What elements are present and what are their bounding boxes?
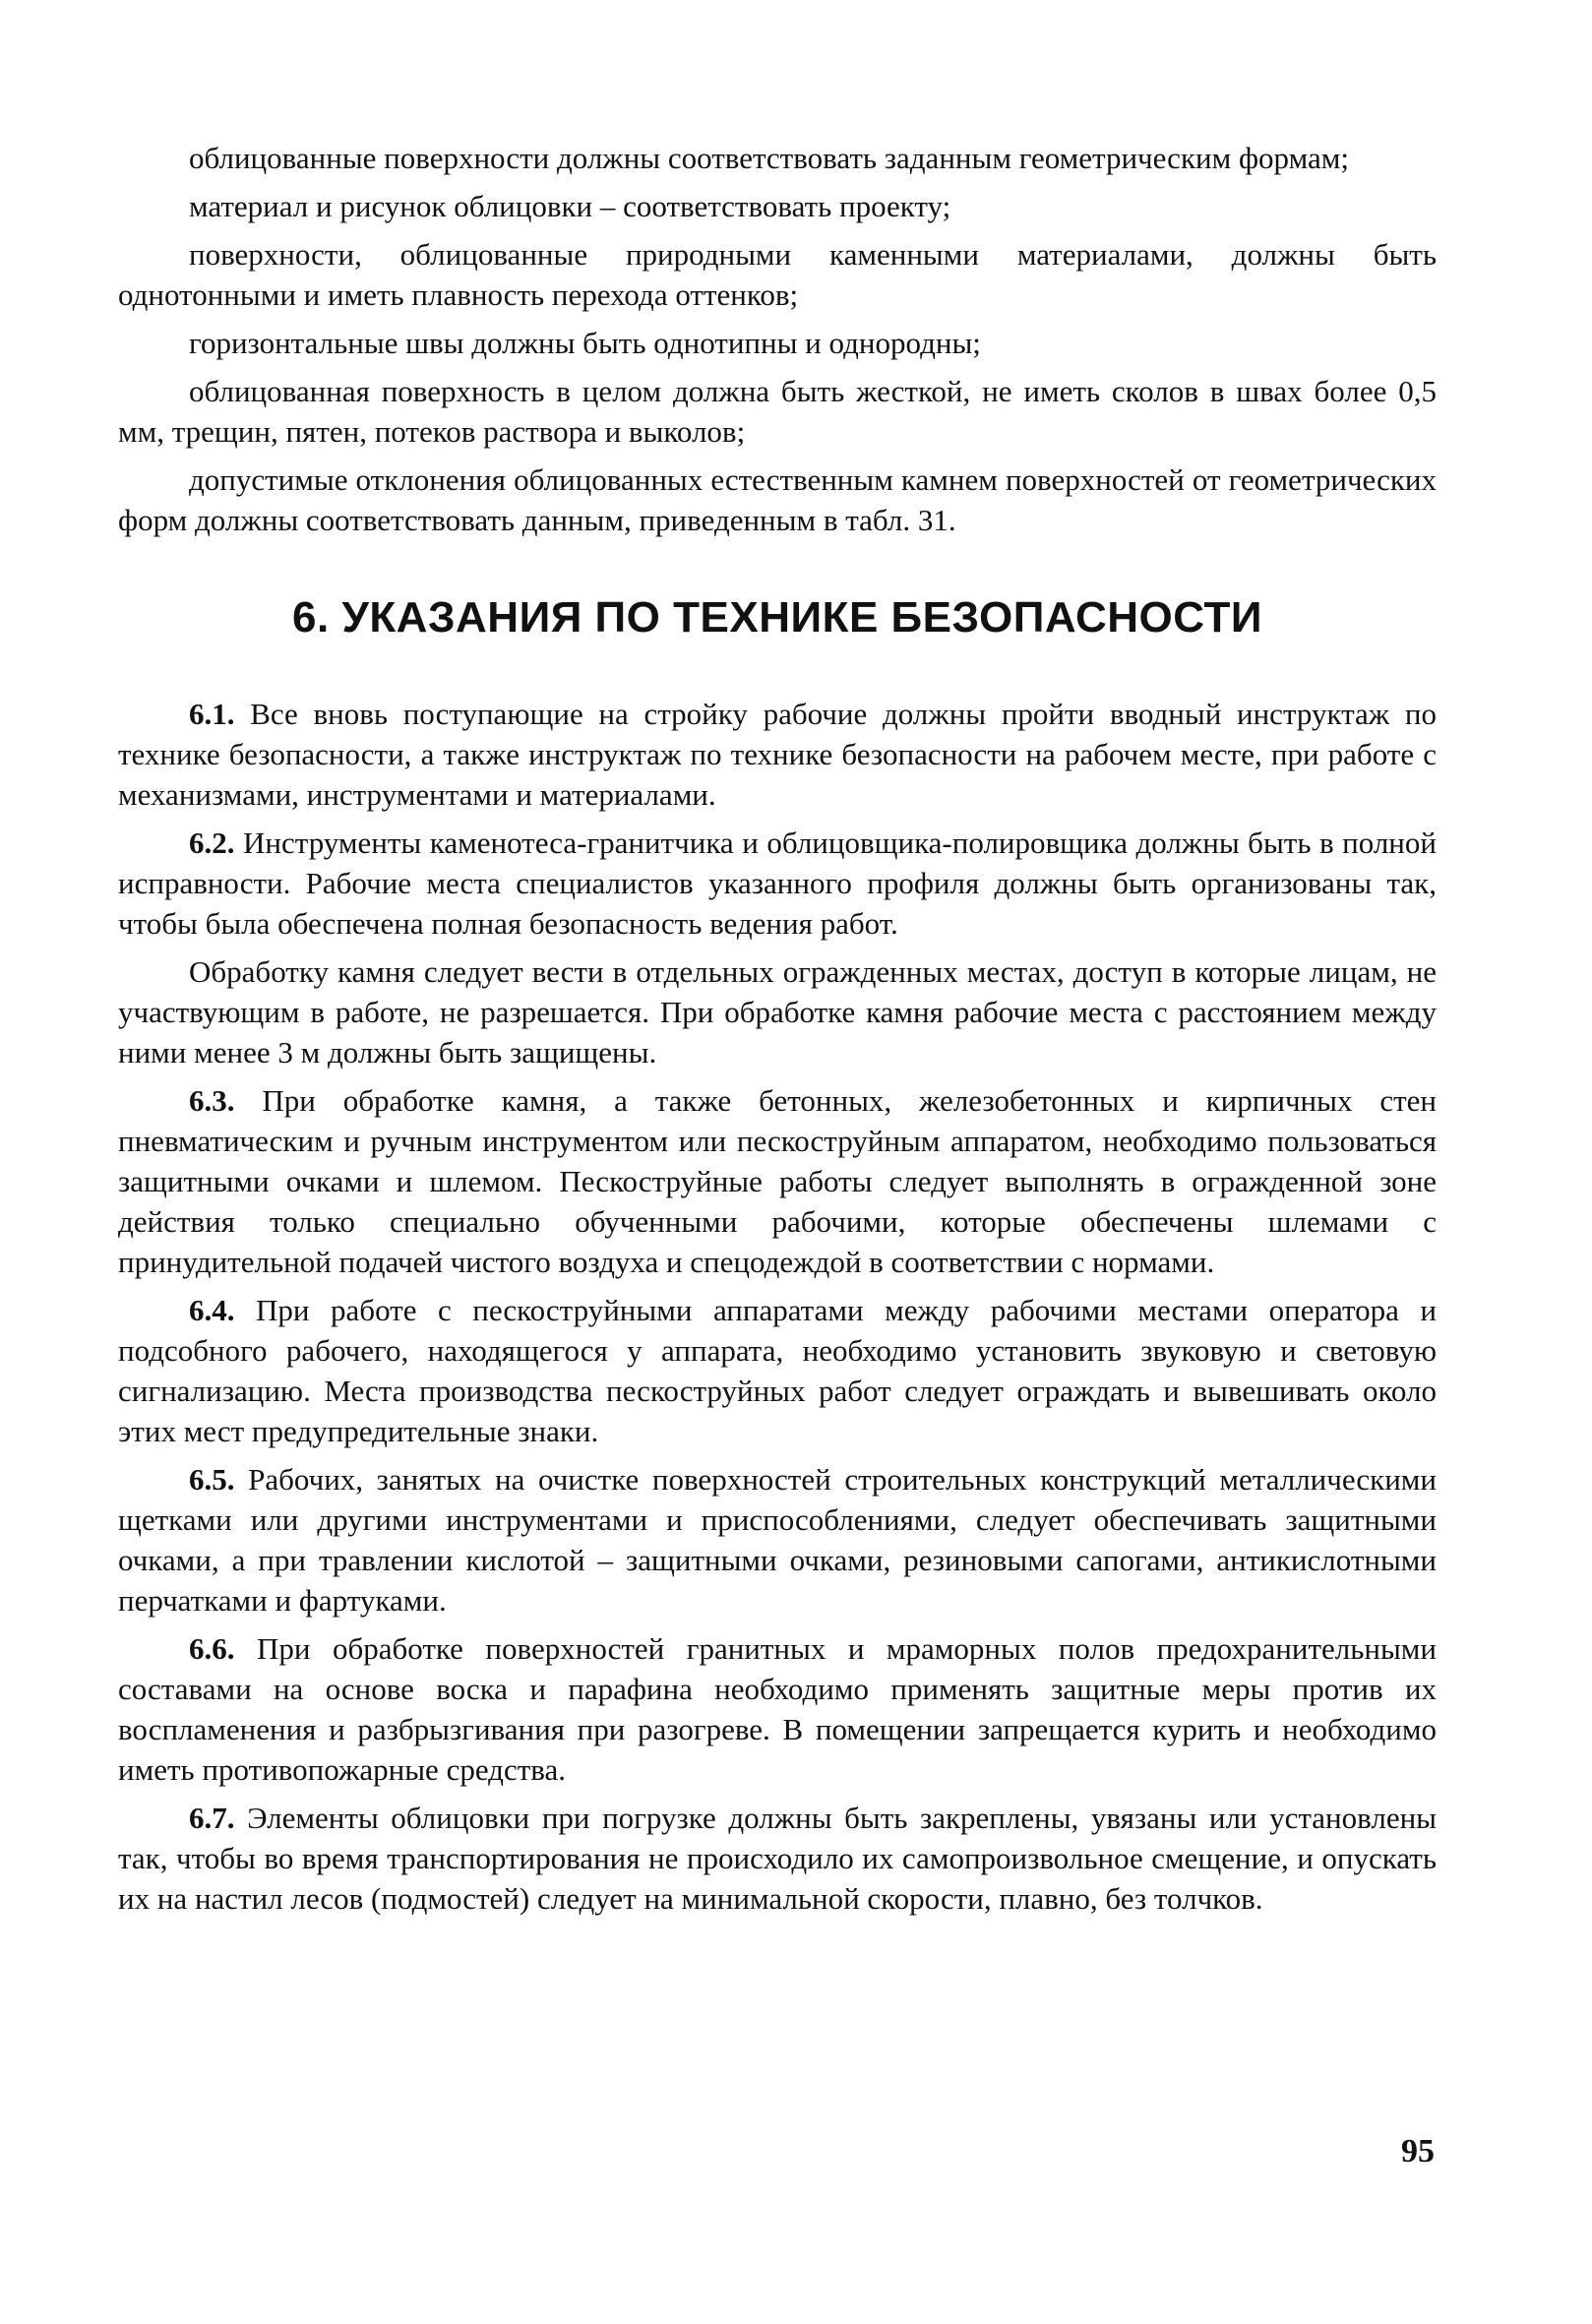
clause-6-4 xyxy=(118,1290,1437,1451)
intro-item-5: облицованная поверхность в целом должна быть жесткой, не иметь сколов в швах более 0,5 мм, трещин, пятен, потеков раствора и выколов; xyxy=(118,374,1437,449)
clause-number: 6.5. xyxy=(189,1462,235,1497)
intro-item-6: допустимые отклонения облицованных естественным камнем поверхностей от геометрических форм должны соответствовать данным, приведенным в табл. 31. xyxy=(118,462,1437,537)
clause-6-6 xyxy=(118,1628,1437,1790)
clause-number: 6.7. xyxy=(189,1801,235,1835)
clause-number: 6.3. xyxy=(189,1083,235,1118)
clause-6-3 xyxy=(118,1080,1437,1282)
page-number: 95 xyxy=(1401,2133,1435,2170)
clause-text: При обработке поверхностей гранитных и мраморных полов предохранительными составами на основе воска и парафина необходимо применять защитные меры против их воспламенения и разбрызгивания при разогреве. В помещении запрещается курить и необходимо иметь противопожарные средства. xyxy=(118,1631,1437,1787)
clause-number: 6.6. xyxy=(189,1631,235,1666)
clause-6-2-continued xyxy=(118,951,1437,1072)
clause-text: Обработку камня следует вести в отдельных огражденных местах, доступ в которые лицам, не участвующим в работе, не разрешается. При обработке камня рабочие места с расстоянием между ними менее 3 м должны быть защищены. xyxy=(118,954,1437,1070)
clause-text: Рабочих, занятых на очистке поверхностей строительных конструкций металлическими щетками или другими инструментами и приспособлениями, следует обеспечивать защитными очками, а при травлении кислотой – защитными очками, резиновыми сапогами, антикислотными перчатками и фартуками. xyxy=(118,1462,1437,1618)
clause-number: 6.2. xyxy=(189,826,235,860)
intro-item-4: горизонтальные швы должны быть однотипны и однородны; xyxy=(189,326,981,360)
page-body xyxy=(118,138,1437,1926)
intro-list xyxy=(118,138,1437,540)
clause-text: Все вновь поступающие на стройку рабочие должны пройти вводный инструктаж по технике безопасности, а также инструктаж по технике безопасности на рабочем месте, при работе с механизмами, инструментами и материалами. xyxy=(118,697,1438,812)
clause-number: 6.4. xyxy=(189,1293,235,1327)
clause-6-7 xyxy=(118,1798,1437,1919)
clause-text: При обработке камня, а также бетонных, железобетонных и кирпичных стен пневматическим и ручным инструментом или пескоструйным аппаратом, необходимо пользоваться защитными очками и шлемом. Пескоструйные работы следует выполнять в огражденной зоне действия только специально обученными рабочими, которые обеспечены шлемами с принудительной подачей чистого воздуха и спецодеждой в соответствии с нормами. xyxy=(118,1083,1438,1279)
clause-6-5 xyxy=(118,1459,1437,1621)
clause-6-1 xyxy=(118,694,1437,815)
clause-text: Элементы облицовки при погрузке должны быть закреплены, увязаны или установлены так, чтобы во время транспортирования не происходило их самопроизвольное смещение, и опускать их на настил лесов (подмостей) следует на минимальной скорости, плавно, без толчков. xyxy=(118,1801,1438,1916)
intro-item-2: материал и рисунок облицовки – соответствовать проекту; xyxy=(189,189,951,223)
clause-text: Инструменты каменотеса-гранитчика и облицовщика-полировщика должны быть в полной исправности. Рабочие места специалистов указанного профиля должны быть организованы так, чтобы была обеспечена полная безопасность ведения работ. xyxy=(118,826,1437,941)
clause-6-2 xyxy=(118,823,1437,944)
intro-item-1: облицованные поверхности должны соответствовать заданным геометрическим формам; xyxy=(189,141,1349,175)
intro-item-3: поверхности, облицованные природными каменными материалами, должны быть однотонными и иметь плавность перехода оттенков; xyxy=(118,237,1437,312)
section-heading: 6. УКАЗАНИЯ ПО ТЕХНИКЕ БЕЗОПАСНОСТИ xyxy=(292,593,1262,642)
clause-number: 6.1. xyxy=(189,697,235,731)
safety-clauses xyxy=(118,694,1437,1919)
clause-text: При работе с пескоструйными аппаратами между рабочими местами оператора и подсобного рабочего, находящегося у аппарата, необходимо установить звуковую и световую сигнализацию. Места производства пескоструйных работ следует ограждать и вывешивать около этих мест предупредительные знаки. xyxy=(118,1293,1437,1448)
